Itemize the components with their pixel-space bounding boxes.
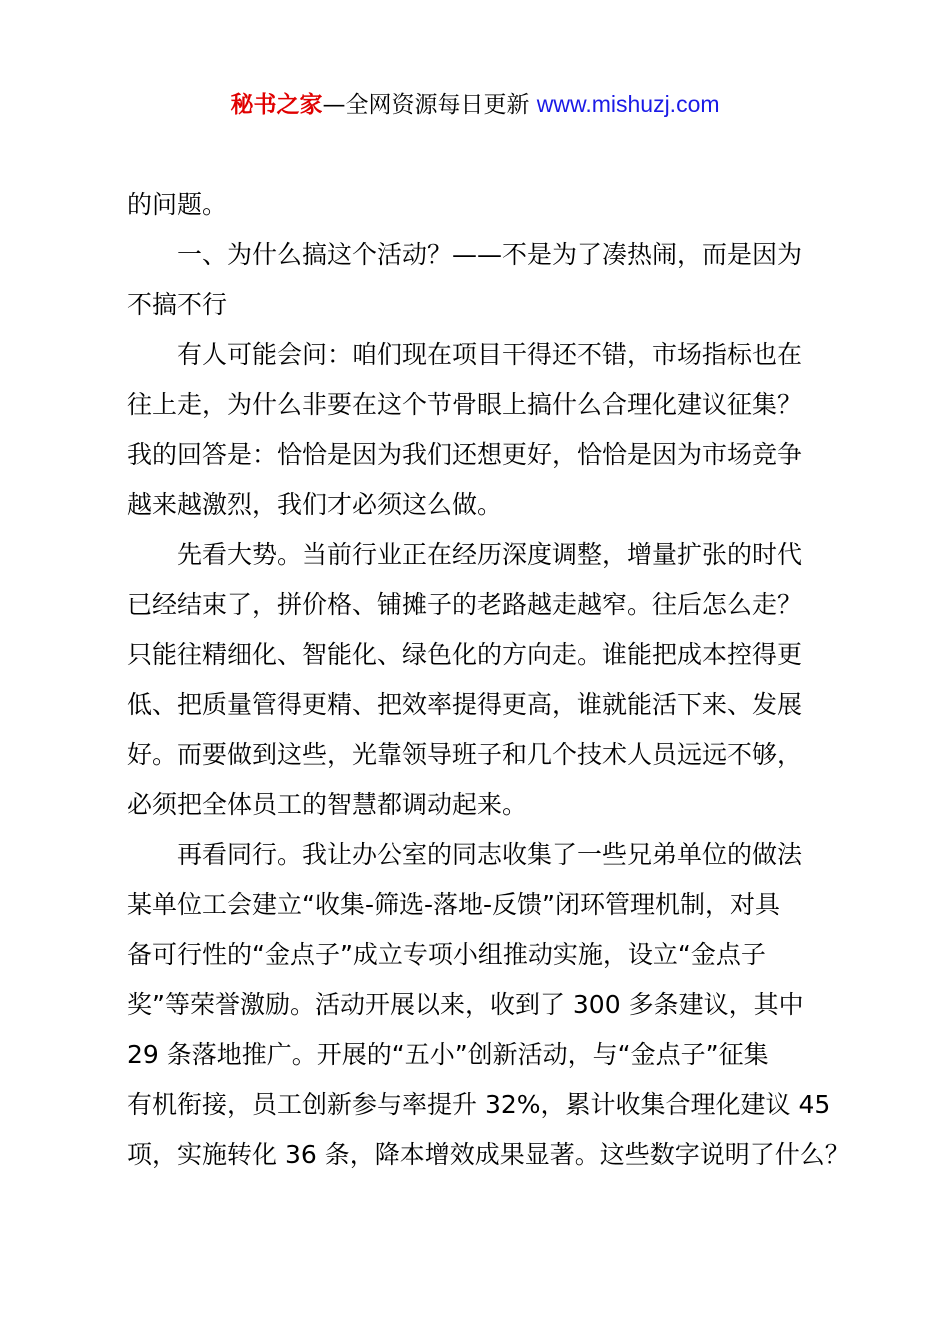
section-heading: 一、为什么搞这个活动？——不是为了凑热闹，而是因为 — [177, 240, 803, 269]
header-tagline: —全网资源每日更新 — [322, 92, 530, 118]
text-line: 先看大势。当前行业正在经历深度调整，增量扩张的时代 — [177, 540, 803, 569]
brand-name: 秘书之家 — [230, 92, 323, 118]
site-url[interactable]: www.mishuzj.com — [536, 91, 720, 117]
text-line: 低、把质量管得更精、把效率提得更高，谁就能活下来、发展 — [127, 690, 803, 719]
text-line: 已经结束了，拼价格、铺摊子的老路越走越窄。往后怎么走？ — [127, 590, 803, 619]
text-line: 越来越激烈，我们才必须这么做。 — [127, 490, 503, 519]
text-line: 的问题。 — [127, 190, 228, 219]
text-line: 某单位工会建立“收集-筛选-落地-反馈”闭环管理机制，对具 — [127, 890, 780, 919]
text-line: 有机衔接，员工创新参与率提升 32%，累计收集合理化建议 45 — [127, 1090, 831, 1119]
text-line: 项，实施转化 36 条，降本增效成果显著。这些数字说明了什么？ — [127, 1140, 850, 1169]
text-line: 只能往精细化、智能化、绿色化的方向走。谁能把成本控得更 — [127, 640, 803, 669]
text-line: 好。而要做到这些，光靠领导班子和几个技术人员远远不够， — [127, 740, 803, 769]
section-heading-cont: 不搞不行 — [127, 290, 228, 319]
text-line: 必须把全体员工的智慧都调动起来。 — [127, 790, 528, 819]
text-line: 往上走，为什么非要在这个节骨眼上搞什么合理化建议征集？ — [127, 390, 803, 419]
text-line: 备可行性的“金点子”成立专项小组推动实施，设立“金点子 — [127, 940, 766, 969]
text-line: 再看同行。我让办公室的同志收集了一些兄弟单位的做法 — [177, 840, 803, 869]
page-header — [0, 86, 950, 123]
text-line: 奖”等荣誉激励。活动开展以来，收到了 300 多条建议，其中 — [127, 990, 804, 1019]
text-line: 有人可能会问：咱们现在项目干得还不错，市场指标也在 — [177, 340, 803, 369]
text-line: 我的回答是：恰恰是因为我们还想更好，恰恰是因为市场竞争 — [127, 440, 803, 469]
document-body — [127, 180, 850, 1180]
text-line: 29 条落地推广。开展的“五小”创新活动，与“金点子”征集 — [127, 1040, 769, 1069]
